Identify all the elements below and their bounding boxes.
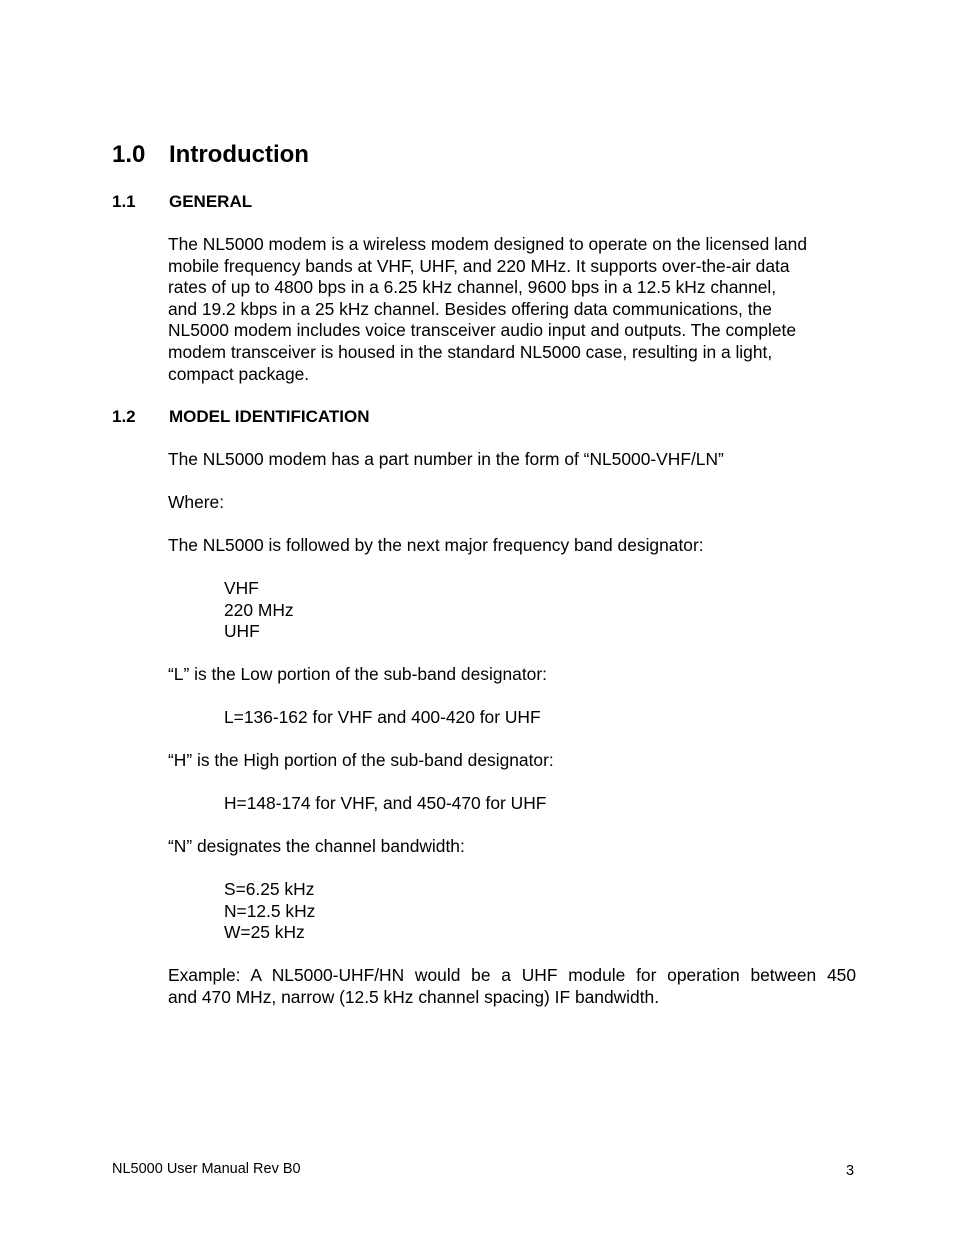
- footer-page-number: 3: [846, 1163, 855, 1179]
- example-line: and 470 MHz, narrow (12.5 kHz channel spacing) IF bandwidth.: [168, 986, 660, 1007]
- example-line: Example: A NL5000-UHF/HN would be a UHF module for operation between 450: [168, 965, 856, 985]
- low-value: L=136-162 for VHF and 400-420 for UHF: [224, 707, 541, 727]
- part-number-text: The NL5000 modem has a part number in the form of “NL5000-VHF/LN”: [168, 449, 724, 469]
- footer-document-title: NL5000 User Manual Rev B0: [112, 1161, 301, 1177]
- band-item: UHF: [224, 621, 260, 642]
- paragraph-line: mobile frequency bands at VHF, UHF, and 220 MHz. It supports over-the-air data: [168, 255, 790, 276]
- bandwidth-item: S=6.25 kHz: [224, 879, 315, 899]
- section-number: 1.0: [112, 141, 146, 168]
- bandwidth-item: W=25 kHz: [224, 922, 305, 943]
- high-intro: “H” is the High portion of the sub-band designator:: [168, 750, 554, 770]
- high-value: H=148-174 for VHF, and 450-470 for UHF: [224, 793, 547, 813]
- subsection-title: MODEL IDENTIFICATION: [169, 407, 370, 426]
- paragraph-line: modem transceiver is housed in the standard NL5000 case, resulting in a light,: [168, 341, 773, 362]
- bandwidth-item: N=12.5 kHz: [224, 900, 316, 921]
- paragraph-line: and 19.2 kbps in a 25 kHz channel. Besides offering data communications, the: [168, 298, 772, 319]
- subsection-heading-model: [112, 407, 512, 427]
- where-label: Where:: [168, 492, 225, 512]
- paragraph-line: NL5000 modem includes voice transceiver audio input and outputs. The complete: [168, 320, 797, 341]
- band-intro: The NL5000 is followed by the next major frequency band designator:: [168, 535, 704, 555]
- low-intro: “L” is the Low portion of the sub-band designator:: [168, 664, 547, 684]
- example-paragraph: [168, 965, 856, 1008]
- band-item: 220 MHz: [224, 599, 294, 620]
- section-title: Introduction: [169, 141, 309, 168]
- paragraph-line: rates of up to 4800 bps in a 6.25 kHz channel, 9600 bps in a 12.5 kHz channel,: [168, 277, 777, 298]
- subsection-heading-general: [112, 192, 512, 212]
- general-paragraph: [168, 234, 858, 385]
- band-list: [224, 578, 294, 643]
- paragraph-line: The NL5000 modem is a wireless modem designed to operate on the licensed land: [168, 234, 807, 254]
- subsection-number: 1.1: [112, 192, 136, 211]
- subsection-number: 1.2: [112, 407, 136, 426]
- bandwidth-list: [224, 879, 315, 944]
- bandwidth-intro: “N” designates the channel bandwidth:: [168, 836, 465, 856]
- band-item: VHF: [224, 578, 259, 598]
- subsection-title: GENERAL: [169, 192, 253, 211]
- paragraph-line: compact package.: [168, 363, 310, 384]
- section-heading: [112, 141, 512, 169]
